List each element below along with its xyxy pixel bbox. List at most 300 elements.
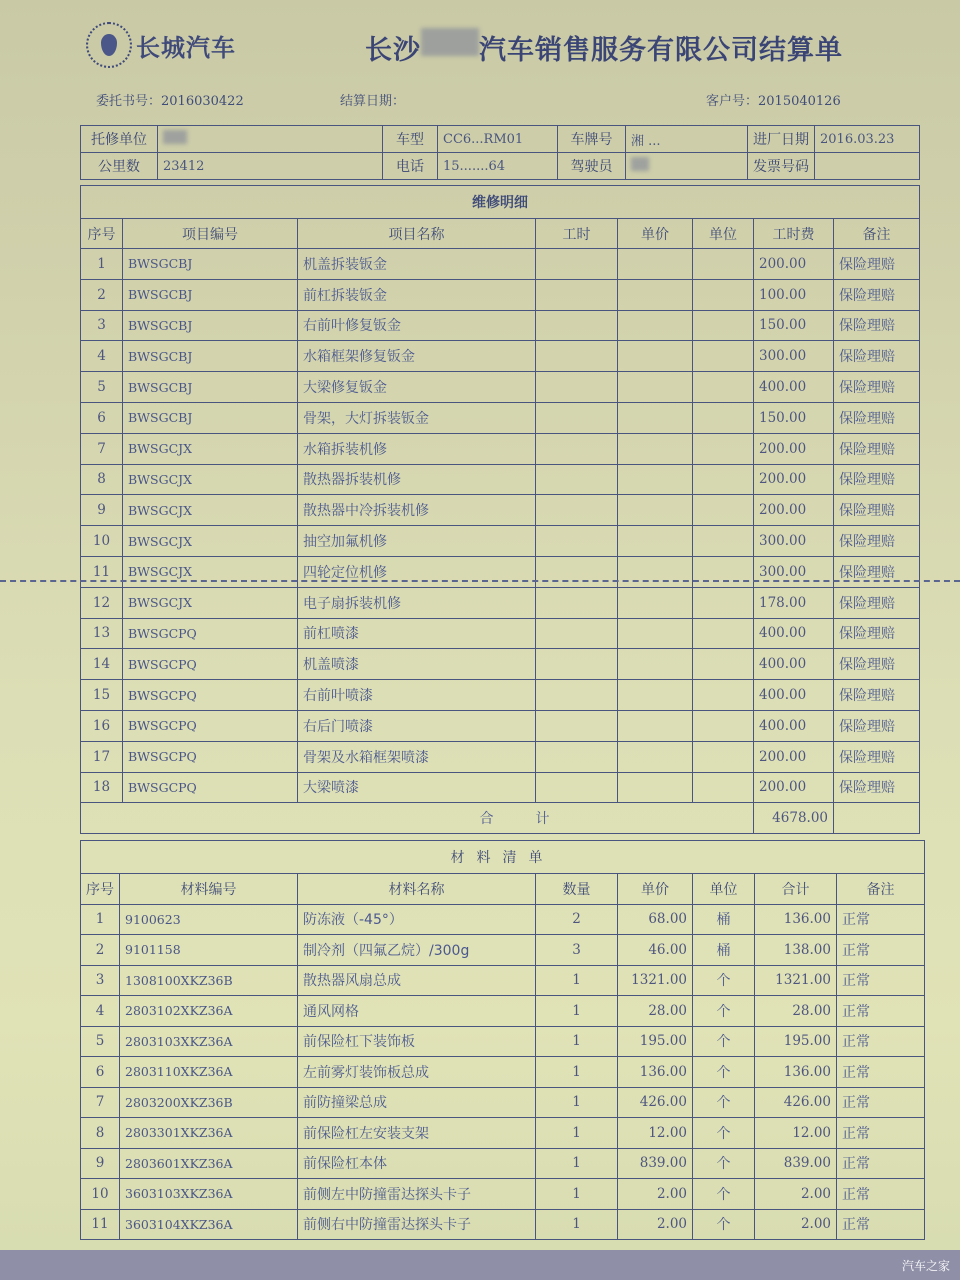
- unit: [693, 433, 754, 464]
- unit: 桶: [693, 904, 755, 935]
- line-total: 138.00: [755, 935, 837, 966]
- total-value: 4678.00: [754, 803, 834, 834]
- material-name: 前防撞梁总成: [298, 1087, 536, 1118]
- repair-row: [81, 495, 920, 526]
- labor-fee: 300.00: [754, 526, 834, 557]
- labor-hours: [536, 587, 618, 618]
- material-name: 前保险杠本体: [298, 1148, 536, 1179]
- unit-price: [618, 526, 693, 557]
- material-row: [81, 1057, 925, 1088]
- labor-fee: 300.00: [754, 341, 834, 372]
- material-row: [81, 996, 925, 1027]
- line-total: 12.00: [755, 1118, 837, 1149]
- row-number: 11: [81, 556, 123, 587]
- repair-row: [81, 310, 920, 341]
- row-number: 4: [81, 341, 123, 372]
- material-code: 1308100XKZ36B: [120, 965, 298, 996]
- remark: 保险理赔: [834, 279, 920, 310]
- col-header: 材料编号: [120, 874, 298, 905]
- item-code: BWSGCJX: [123, 495, 298, 526]
- item-code: BWSGCPQ: [123, 680, 298, 711]
- item-name: 大梁修复钣金: [298, 372, 536, 403]
- remark: 保险理赔: [834, 402, 920, 433]
- item-code: BWSGCJX: [123, 556, 298, 587]
- material-code: 3603103XKZ36A: [120, 1179, 298, 1210]
- material-name: 防冻液（-45°）: [298, 904, 536, 935]
- remark: 保险理赔: [834, 341, 920, 372]
- invoice-value: [815, 153, 920, 180]
- unit-price: 839.00: [618, 1148, 693, 1179]
- row-number: 6: [81, 1057, 120, 1088]
- unit-price: 195.00: [618, 1026, 693, 1057]
- quantity: 1: [536, 1179, 618, 1210]
- col-header: 序号: [81, 219, 123, 249]
- item-code: BWSGCBJ: [123, 310, 298, 341]
- item-code: BWSGCBJ: [123, 279, 298, 310]
- item-name: 散热器拆装机修: [298, 464, 536, 495]
- labor-hours: [536, 495, 618, 526]
- remark: 正常: [837, 1057, 925, 1088]
- quantity: 1: [536, 996, 618, 1027]
- remark: 保险理赔: [834, 710, 920, 741]
- col-header: 工时: [536, 219, 618, 249]
- col-header: 序号: [81, 874, 120, 905]
- labor-hours: [536, 618, 618, 649]
- item-code: BWSGCPQ: [123, 618, 298, 649]
- row-number: 1: [81, 249, 123, 280]
- material-name: 前侧左中防撞雷达探头卡子: [298, 1179, 536, 1210]
- item-name: 右后门喷漆: [298, 710, 536, 741]
- unit-price: 426.00: [618, 1087, 693, 1118]
- item-code: BWSGCJX: [123, 433, 298, 464]
- remark: 正常: [837, 1179, 925, 1210]
- vehicle-info-table: [80, 125, 920, 180]
- repair-header-row: [81, 219, 920, 249]
- labor-fee: 150.00: [754, 402, 834, 433]
- material-row: [81, 1209, 925, 1240]
- remark: 保险理赔: [834, 649, 920, 680]
- invoice-label: 发票号码: [748, 153, 815, 180]
- row-number: 1: [81, 904, 120, 935]
- material-code: 2803301XKZ36A: [120, 1118, 298, 1149]
- line-total: 1321.00: [755, 965, 837, 996]
- settlement-date: 结算日期：: [340, 94, 406, 109]
- row-number: 11: [81, 1209, 120, 1240]
- row-number: 13: [81, 618, 123, 649]
- remark: 正常: [837, 996, 925, 1027]
- unit-price: [618, 587, 693, 618]
- repair-row: [81, 618, 920, 649]
- remark: 正常: [837, 935, 925, 966]
- materials-header-row: [81, 874, 925, 905]
- unit: [693, 772, 754, 803]
- labor-fee: 200.00: [754, 772, 834, 803]
- row-number: 14: [81, 649, 123, 680]
- labor-fee: 200.00: [754, 495, 834, 526]
- remark: 保险理赔: [834, 618, 920, 649]
- item-code: BWSGCJX: [123, 587, 298, 618]
- labor-fee: 400.00: [754, 372, 834, 403]
- remark: 正常: [837, 1148, 925, 1179]
- unit: 个: [693, 996, 755, 1027]
- row-number: 8: [81, 464, 123, 495]
- item-code: BWSGCJX: [123, 526, 298, 557]
- unit: [693, 310, 754, 341]
- plate-value: 湘 ...: [626, 126, 748, 153]
- unit-price: [618, 402, 693, 433]
- unit-price: [618, 556, 693, 587]
- labor-fee: 300.00: [754, 556, 834, 587]
- quantity: 3: [536, 935, 618, 966]
- quantity: 1: [536, 1057, 618, 1088]
- unit: 个: [693, 1209, 755, 1240]
- repair-row: [81, 649, 920, 680]
- remark: 保险理赔: [834, 433, 920, 464]
- unit-price: [618, 279, 693, 310]
- remark: 保险理赔: [834, 526, 920, 557]
- unit: [693, 710, 754, 741]
- material-row: [81, 935, 925, 966]
- repair-row: [81, 587, 920, 618]
- remark: 保险理赔: [834, 310, 920, 341]
- material-code: 2803102XKZ36A: [120, 996, 298, 1027]
- item-code: BWSGCPQ: [123, 710, 298, 741]
- unit: [693, 341, 754, 372]
- labor-hours: [536, 433, 618, 464]
- material-name: 散热器风扇总成: [298, 965, 536, 996]
- labor-hours: [536, 526, 618, 557]
- repair-details-table: [80, 185, 920, 834]
- item-name: 散热器中冷拆装机修: [298, 495, 536, 526]
- row-number: 12: [81, 587, 123, 618]
- brand-logo: [86, 22, 236, 68]
- remark: 正常: [837, 1118, 925, 1149]
- item-name: 前杠拆装钣金: [298, 279, 536, 310]
- item-code: BWSGCPQ: [123, 649, 298, 680]
- labor-hours: [536, 464, 618, 495]
- item-code: BWSGCBJ: [123, 372, 298, 403]
- row-number: 15: [81, 680, 123, 711]
- row-number: 9: [81, 1148, 120, 1179]
- labor-hours: [536, 556, 618, 587]
- material-code: 2803601XKZ36A: [120, 1148, 298, 1179]
- materials-table: [80, 840, 925, 1240]
- unit: [693, 680, 754, 711]
- material-code: 2803110XKZ36A: [120, 1057, 298, 1088]
- material-code: 2803103XKZ36A: [120, 1026, 298, 1057]
- material-row: [81, 904, 925, 935]
- material-row: [81, 1118, 925, 1149]
- remark: 正常: [837, 1209, 925, 1240]
- row-number: 16: [81, 710, 123, 741]
- unit: [693, 279, 754, 310]
- unit: [693, 464, 754, 495]
- row-number: 9: [81, 495, 123, 526]
- quantity: 1: [536, 1148, 618, 1179]
- title-suffix: 汽车销售服务有限公司结算单: [479, 35, 843, 66]
- quantity: 2: [536, 904, 618, 935]
- col-header: 项目编号: [123, 219, 298, 249]
- model-label: 车型: [383, 126, 438, 153]
- unit-price: 136.00: [618, 1057, 693, 1088]
- item-code: BWSGCJX: [123, 464, 298, 495]
- item-name: 水箱框架修复钣金: [298, 341, 536, 372]
- remark: 正常: [837, 1087, 925, 1118]
- item-name: 机盖拆装钣金: [298, 249, 536, 280]
- col-header: 单位: [693, 874, 755, 905]
- model-value: CC6...RM01: [438, 126, 558, 153]
- unit-price: [618, 341, 693, 372]
- remark: 保险理赔: [834, 587, 920, 618]
- material-code: 3603104XKZ36A: [120, 1209, 298, 1240]
- row-number: 5: [81, 372, 123, 403]
- row-number: 17: [81, 741, 123, 772]
- quantity: 1: [536, 1026, 618, 1057]
- row-number: 3: [81, 310, 123, 341]
- quantity: 1: [536, 1118, 618, 1149]
- unit-price: [618, 372, 693, 403]
- labor-fee: 400.00: [754, 680, 834, 711]
- material-row: [81, 1148, 925, 1179]
- unit-price: [618, 310, 693, 341]
- unit: 个: [693, 1179, 755, 1210]
- repair-row: [81, 556, 920, 587]
- redacted-block: [421, 28, 479, 56]
- remark: 保险理赔: [834, 372, 920, 403]
- item-code: BWSGCBJ: [123, 402, 298, 433]
- repair-total-row: [81, 803, 920, 834]
- watermark: 汽车之家: [901, 1259, 950, 1273]
- unit: [693, 402, 754, 433]
- item-name: 四轮定位机修: [298, 556, 536, 587]
- driver-value: [626, 153, 748, 180]
- unit: 个: [693, 1087, 755, 1118]
- item-name: 电子扇拆装机修: [298, 587, 536, 618]
- repair-section-title: 维修明细: [81, 186, 920, 219]
- labor-hours: [536, 649, 618, 680]
- col-header: 合计: [755, 874, 837, 905]
- great-wall-logo-icon: [86, 22, 132, 68]
- remark: 保险理赔: [834, 249, 920, 280]
- labor-hours: [536, 680, 618, 711]
- row-number: 8: [81, 1118, 120, 1149]
- perforation-line: [0, 580, 960, 582]
- brand-logo-text: 长城汽车: [136, 33, 236, 62]
- driver-label: 驾驶员: [558, 153, 626, 180]
- repair-unit-label: 托修单位: [81, 126, 158, 153]
- line-total: 195.00: [755, 1026, 837, 1057]
- item-name: 水箱拆装机修: [298, 433, 536, 464]
- line-total: 2.00: [755, 1209, 837, 1240]
- unit-price: 46.00: [618, 935, 693, 966]
- line-total: 839.00: [755, 1148, 837, 1179]
- row-number: 6: [81, 402, 123, 433]
- labor-fee: 178.00: [754, 587, 834, 618]
- unit: 桶: [693, 935, 755, 966]
- total-label: 合 计: [81, 803, 754, 834]
- quantity: 1: [536, 1209, 618, 1240]
- row-number: 10: [81, 526, 123, 557]
- repair-row: [81, 372, 920, 403]
- row-number: 7: [81, 433, 123, 464]
- col-header: 备注: [834, 219, 920, 249]
- remark: 正常: [837, 1026, 925, 1057]
- unit-price: [618, 618, 693, 649]
- col-header: 材料名称: [298, 874, 536, 905]
- unit: [693, 495, 754, 526]
- repair-row: [81, 402, 920, 433]
- repair-row: [81, 341, 920, 372]
- customer-number: 客户号：2015040126: [706, 94, 841, 109]
- table-surface: [0, 1250, 960, 1280]
- repair-row: [81, 741, 920, 772]
- material-row: [81, 1179, 925, 1210]
- item-code: BWSGCBJ: [123, 249, 298, 280]
- row-number: 2: [81, 279, 123, 310]
- unit: [693, 249, 754, 280]
- item-name: 右前叶喷漆: [298, 680, 536, 711]
- material-code: 2803200XKZ36B: [120, 1087, 298, 1118]
- unit: [693, 587, 754, 618]
- remark: 保险理赔: [834, 464, 920, 495]
- col-header: 单价: [618, 874, 693, 905]
- material-name: 制冷剂（四氟乙烷）/300g: [298, 935, 536, 966]
- row-number: 18: [81, 772, 123, 803]
- repair-row: [81, 279, 920, 310]
- item-name: 右前叶修复钣金: [298, 310, 536, 341]
- unit-price: [618, 249, 693, 280]
- labor-hours: [536, 279, 618, 310]
- remark: 正常: [837, 904, 925, 935]
- material-name: 通风网格: [298, 996, 536, 1027]
- material-name: 左前雾灯装饰板总成: [298, 1057, 536, 1088]
- row-number: 4: [81, 996, 120, 1027]
- quantity: 1: [536, 1087, 618, 1118]
- mileage-label: 公里数: [81, 153, 158, 180]
- line-total: 136.00: [755, 1057, 837, 1088]
- material-row: [81, 1026, 925, 1057]
- col-header: 备注: [837, 874, 925, 905]
- unit-price: 68.00: [618, 904, 693, 935]
- mileage-value: 23412: [158, 153, 383, 180]
- item-name: 抽空加氟机修: [298, 526, 536, 557]
- row-number: 2: [81, 935, 120, 966]
- col-header: 项目名称: [298, 219, 536, 249]
- unit: [693, 741, 754, 772]
- commission-number: 委托书号：2016030422: [96, 94, 244, 109]
- unit-price: 2.00: [618, 1179, 693, 1210]
- unit-price: 12.00: [618, 1118, 693, 1149]
- repair-row: [81, 249, 920, 280]
- repair-row: [81, 680, 920, 711]
- line-total: 136.00: [755, 904, 837, 935]
- line-total: 2.00: [755, 1179, 837, 1210]
- remark: 正常: [837, 965, 925, 996]
- remark: 保险理赔: [834, 556, 920, 587]
- line-total: 28.00: [755, 996, 837, 1027]
- document-title: [365, 28, 843, 67]
- unit-price: 1321.00: [618, 965, 693, 996]
- unit: [693, 556, 754, 587]
- item-name: 骨架，大灯拆装钣金: [298, 402, 536, 433]
- labor-fee: 200.00: [754, 433, 834, 464]
- material-name: 前保险杠左安装支架: [298, 1118, 536, 1149]
- labor-hours: [536, 341, 618, 372]
- labor-fee: 400.00: [754, 618, 834, 649]
- unit-price: [618, 495, 693, 526]
- entry-date-value: 2016.03.23: [815, 126, 920, 153]
- materials-section-title: 材料清单: [81, 841, 925, 874]
- unit-price: [618, 772, 693, 803]
- item-name: 机盖喷漆: [298, 649, 536, 680]
- unit: 个: [693, 965, 755, 996]
- col-header: 单价: [618, 219, 693, 249]
- unit: [693, 618, 754, 649]
- labor-fee: 200.00: [754, 464, 834, 495]
- unit-price: [618, 649, 693, 680]
- row-number: 10: [81, 1179, 120, 1210]
- unit: 个: [693, 1148, 755, 1179]
- unit: 个: [693, 1118, 755, 1149]
- material-code: 9100623: [120, 904, 298, 935]
- labor-hours: [536, 772, 618, 803]
- col-header: 数量: [536, 874, 618, 905]
- item-name: 前杠喷漆: [298, 618, 536, 649]
- unit-price: [618, 433, 693, 464]
- unit: [693, 372, 754, 403]
- plate-label: 车牌号: [558, 126, 626, 153]
- unit-price: [618, 710, 693, 741]
- unit-price: 2.00: [618, 1209, 693, 1240]
- material-name: 前保险杠下装饰板: [298, 1026, 536, 1057]
- labor-hours: [536, 372, 618, 403]
- labor-fee: 150.00: [754, 310, 834, 341]
- item-code: BWSGCBJ: [123, 341, 298, 372]
- unit: [693, 649, 754, 680]
- unit-price: [618, 464, 693, 495]
- row-number: 3: [81, 965, 120, 996]
- row-number: 7: [81, 1087, 120, 1118]
- material-name: 前侧右中防撞雷达探头卡子: [298, 1209, 536, 1240]
- unit: 个: [693, 1057, 755, 1088]
- title-prefix: 长沙: [365, 35, 421, 66]
- remark: 保险理赔: [834, 680, 920, 711]
- col-header: 工时费: [754, 219, 834, 249]
- material-code: 9101158: [120, 935, 298, 966]
- item-name: 大梁喷漆: [298, 772, 536, 803]
- remark: 保险理赔: [834, 495, 920, 526]
- material-row: [81, 965, 925, 996]
- remark: 保险理赔: [834, 772, 920, 803]
- unit-price: [618, 680, 693, 711]
- labor-fee: 200.00: [754, 249, 834, 280]
- labor-fee: 400.00: [754, 649, 834, 680]
- unit-price: 28.00: [618, 996, 693, 1027]
- repair-unit-value: [158, 126, 383, 153]
- row-number: 5: [81, 1026, 120, 1057]
- labor-fee: 400.00: [754, 710, 834, 741]
- labor-fee: 100.00: [754, 279, 834, 310]
- repair-row: [81, 433, 920, 464]
- repair-row: [81, 772, 920, 803]
- phone-value: 15.......64: [438, 153, 558, 180]
- unit: [693, 526, 754, 557]
- repair-row: [81, 464, 920, 495]
- item-code: BWSGCPQ: [123, 741, 298, 772]
- labor-hours: [536, 310, 618, 341]
- labor-hours: [536, 741, 618, 772]
- col-header: 单位: [693, 219, 754, 249]
